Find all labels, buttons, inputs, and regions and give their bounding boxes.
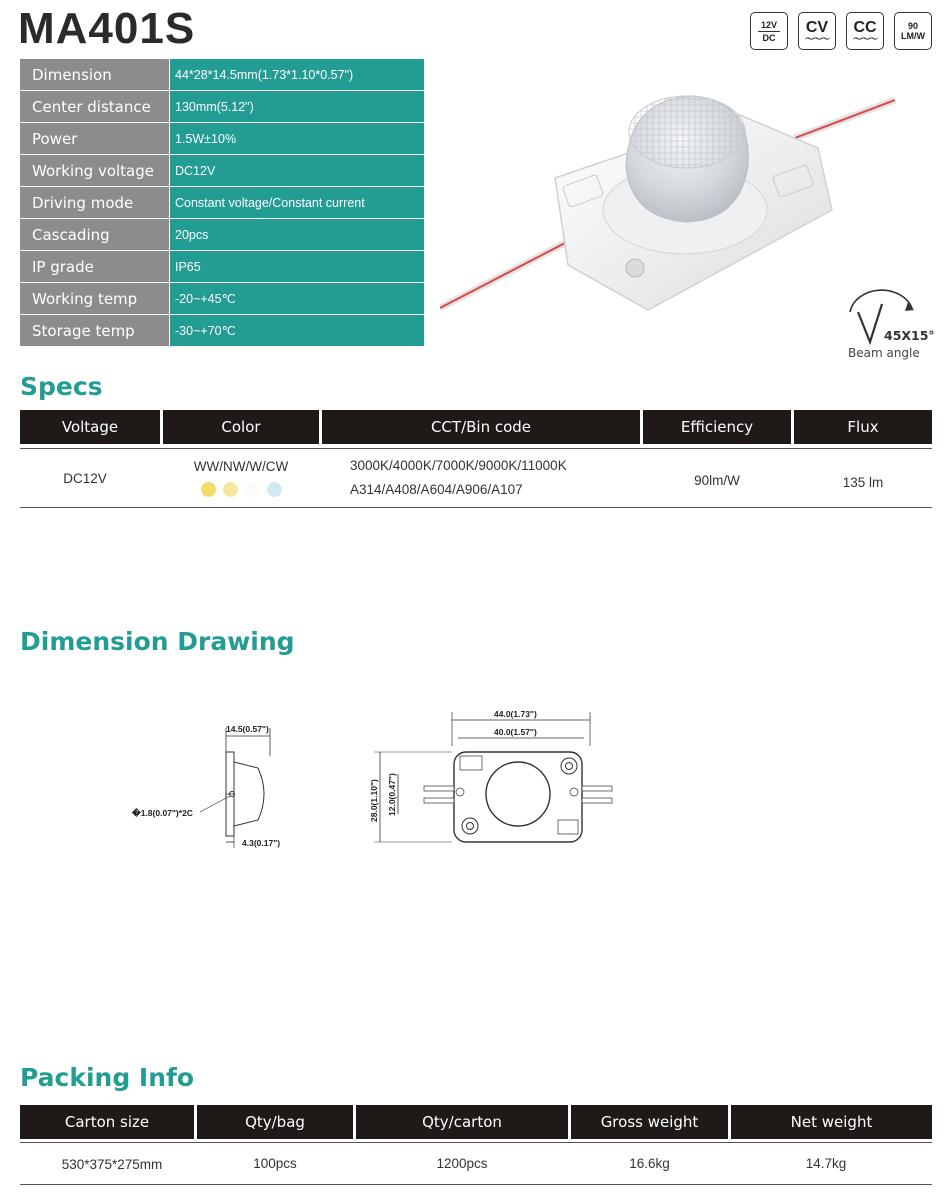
specs-cct-cell bbox=[350, 450, 630, 506]
packing-table-header bbox=[20, 1105, 932, 1139]
specs-heading: Specs bbox=[20, 372, 103, 401]
spec-label: Driving mode bbox=[20, 187, 170, 218]
specs-flux: 135 lm bbox=[842, 474, 884, 490]
spec-row bbox=[20, 251, 424, 283]
swatch-nw bbox=[223, 482, 238, 497]
spec-label: Power bbox=[20, 123, 170, 154]
swatch-ww bbox=[201, 482, 216, 497]
specs-efficiency: 90lm/W bbox=[694, 472, 740, 488]
spec-row bbox=[20, 219, 424, 251]
packing-carton-size: 530*375*275mm bbox=[61, 1156, 163, 1172]
voltage-badge bbox=[750, 12, 788, 50]
packing-gross-weight: 16.6kg bbox=[629, 1155, 670, 1171]
spec-label: Dimension bbox=[20, 59, 170, 90]
voltage-badge-top: 12V bbox=[760, 19, 777, 30]
packing-header-qty-carton: Qty/carton bbox=[422, 1113, 502, 1131]
specs-color: WW/NW/W/CW bbox=[193, 459, 289, 474]
packing-heading: Packing Info bbox=[20, 1063, 195, 1092]
spec-row bbox=[20, 59, 424, 91]
voltage-badge-bottom: DC bbox=[762, 32, 776, 43]
cc-badge-label: CC bbox=[853, 19, 877, 36]
front-view-drawing bbox=[364, 706, 634, 856]
packing-header-gross-weight: Gross weight bbox=[600, 1113, 699, 1131]
spec-row bbox=[20, 123, 424, 155]
efficiency-badge-bottom: LM/W bbox=[901, 31, 925, 41]
specs-cct: 3000K/4000K/7000K/9000K/11000K bbox=[350, 458, 567, 473]
cv-badge-label: CV bbox=[805, 19, 829, 36]
packing-qty-carton: 1200pcs bbox=[436, 1155, 488, 1171]
color-swatches bbox=[201, 482, 282, 497]
specs-header-voltage: Voltage bbox=[61, 418, 119, 436]
cv-badge: CV 〜〜〜 bbox=[798, 12, 836, 50]
spec-label: Storage temp bbox=[20, 315, 170, 346]
packing-header-qty-bag: Qty/bag bbox=[245, 1113, 305, 1131]
spec-label: IP grade bbox=[20, 251, 170, 282]
cc-badge: CC 〜〜〜 bbox=[846, 12, 884, 50]
beam-angle-label: Beam angle bbox=[848, 346, 920, 360]
specs-header-efficiency: Efficiency bbox=[680, 418, 754, 436]
inner-height-label: 12.0(0.47") bbox=[387, 773, 397, 816]
spec-value: 20pcs bbox=[170, 219, 424, 250]
spec-row bbox=[20, 155, 424, 187]
side-hole-label: �1.8(0.07")*2C bbox=[132, 808, 193, 818]
specs-header-flux: Flux bbox=[847, 418, 879, 436]
efficiency-badge bbox=[894, 12, 932, 50]
specs-header-cct: CCT/Bin code bbox=[430, 418, 532, 436]
swatch-cw bbox=[267, 482, 282, 497]
spec-value: DC12V bbox=[170, 155, 424, 186]
spec-value: 1.5W±10% bbox=[170, 123, 424, 154]
outer-width-label: 44.0(1.73") bbox=[494, 709, 537, 719]
swatch-w bbox=[245, 482, 260, 497]
dimension-heading: Dimension Drawing bbox=[20, 627, 295, 656]
spec-value: -20~+45℃ bbox=[170, 283, 424, 314]
spec-label: Working temp bbox=[20, 283, 170, 314]
specs-header-color: Color bbox=[221, 418, 261, 436]
side-view-drawing bbox=[130, 716, 300, 866]
outer-height-label: 28.0(1.10") bbox=[369, 779, 379, 822]
divider bbox=[20, 448, 932, 449]
divider bbox=[20, 1184, 932, 1185]
side-width-label: 14.5(0.57") bbox=[226, 724, 269, 734]
product-photo bbox=[440, 60, 900, 330]
spec-value: IP65 bbox=[170, 251, 424, 282]
spec-value: -30~+70℃ bbox=[170, 315, 424, 346]
spec-label: Cascading bbox=[20, 219, 170, 250]
efficiency-badge-top: 90 bbox=[907, 21, 918, 31]
packing-header-net-weight: Net weight bbox=[790, 1113, 873, 1131]
packing-net-weight: 14.7kg bbox=[805, 1155, 847, 1171]
inner-width-label: 40.0(1.57") bbox=[494, 727, 537, 737]
side-depth-label: 4.3(0.17") bbox=[242, 838, 281, 848]
spec-row bbox=[20, 91, 424, 123]
beam-angle-value: 45X15° bbox=[884, 328, 935, 343]
spec-table bbox=[20, 59, 424, 347]
product-title: MA401S bbox=[18, 4, 196, 53]
spec-label: Center distance bbox=[20, 91, 170, 122]
divider bbox=[20, 1142, 932, 1143]
certification-badges bbox=[750, 12, 932, 50]
spec-row bbox=[20, 283, 424, 315]
specs-table-header bbox=[20, 410, 932, 444]
spec-row bbox=[20, 187, 424, 219]
packing-header-carton-size: Carton size bbox=[64, 1113, 150, 1131]
specs-bin-code: A314/A408/A604/A906/A107 bbox=[350, 482, 523, 497]
specs-voltage: DC12V bbox=[63, 470, 107, 486]
packing-qty-bag: 100pcs bbox=[253, 1155, 297, 1171]
spec-label: Working voltage bbox=[20, 155, 170, 186]
specs-color-cell bbox=[163, 450, 319, 506]
spec-value: Constant voltage/Constant current bbox=[170, 187, 424, 218]
spec-value: 130mm(5.12") bbox=[170, 91, 424, 122]
divider bbox=[20, 507, 932, 508]
spec-row bbox=[20, 315, 424, 347]
spec-value: 44*28*14.5mm(1.73*1.10*0.57") bbox=[170, 59, 424, 90]
